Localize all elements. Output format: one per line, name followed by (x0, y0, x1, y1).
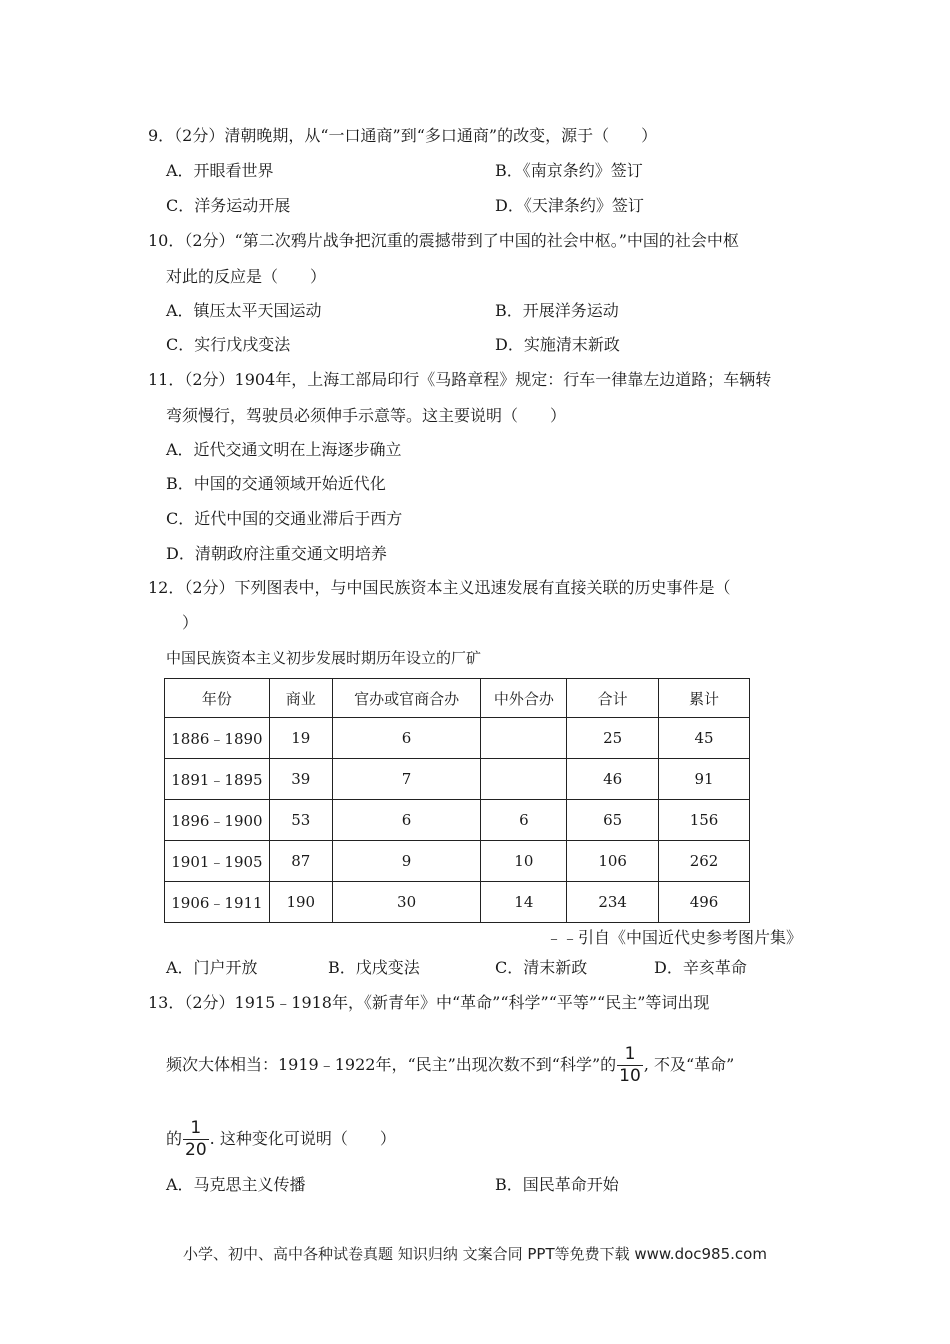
q12-table-title: 中国民族资本主义初步发展时期历年设立的厂矿 (166, 649, 482, 667)
header-cell-year: 年份 (165, 679, 270, 718)
header-cell-commercial: 商业 (269, 679, 332, 718)
q12-stem-line2: ） (182, 613, 199, 632)
table-cell: 10 (481, 841, 567, 882)
table-cell: 30 (332, 882, 481, 923)
table-cell: 46 (567, 759, 659, 800)
table-cell: 7 (332, 759, 481, 800)
fraction-denominator: 20 (185, 1140, 207, 1160)
table-cell: 1891﹣1895 (165, 759, 270, 800)
q10-option-b: B．开展洋务运动 (495, 301, 619, 320)
table-cell: 53 (269, 800, 332, 841)
table-cell: 1901﹣1905 (165, 841, 270, 882)
table-cell: 65 (567, 800, 659, 841)
table-cell: 14 (481, 882, 567, 923)
table-cell: 234 (567, 882, 659, 923)
table-cell: 19 (269, 718, 332, 759)
q11-option-b: B．中国的交通领域开始近代化 (166, 474, 386, 493)
table-cell: 1906﹣1911 (165, 882, 270, 923)
table-header-row (165, 679, 750, 718)
q10-option-c: C．实行戊戌变法 (166, 335, 291, 354)
table-cell: 190 (269, 882, 332, 923)
q11-stem-line2: 弯须慢行，驾驶员必须伸手示意等。这主要说明（ ） (166, 406, 567, 425)
q13-stem-line3 (166, 1118, 396, 1160)
q12-stem-line1: 12．（2分）下列图表中，与中国民族资本主义迅速发展有直接关联的历史事件是（ (148, 578, 731, 597)
q11-option-d: D．清朝政府注重交通文明培养 (166, 544, 387, 563)
table-cell: 1896﹣1900 (165, 800, 270, 841)
table-cell: 6 (332, 718, 481, 759)
page-footer: 小学、初中、高中各种试卷真题 知识归纳 文案合同 PPT等免费下载 www.doc985.com (183, 1245, 767, 1263)
q10-option-d: D．实施清末新政 (495, 335, 620, 354)
q9-stem: 9．（2分）清朝晚期，从“一口通商”到“多口通商”的改变，源于（ ） (148, 126, 658, 145)
table-row (165, 759, 750, 800)
q13-stem-line2-text: 频次大体相当：1919﹣1922年，“民主”出现次数不到“科学”的 (166, 1055, 617, 1074)
table-cell: 262 (659, 841, 750, 882)
table-row (165, 841, 750, 882)
fraction-numerator: 1 (190, 1118, 202, 1138)
header-cell-official: 官办或官商合办 (332, 679, 481, 718)
table-cell: 1886﹣1890 (165, 718, 270, 759)
table-cell: 87 (269, 841, 332, 882)
q9-option-d: D．《天津条约》签订 (495, 196, 644, 215)
q12-table-source: ﹣﹣引自《中国近代史参考图片集》 (545, 928, 802, 947)
header-cell-total: 合计 (567, 679, 659, 718)
factory-table (164, 678, 750, 923)
q10-option-a: A．镇压太平天国运动 (166, 301, 322, 320)
q11-stem-line1: 11．（2分）1904年，上海工部局印行《马路章程》规定：行车一律靠左边道路；车辆转 (148, 370, 772, 389)
fraction-one-tenth (617, 1045, 643, 1086)
table-row (165, 882, 750, 923)
table-cell: 6 (481, 800, 567, 841)
table-cell: 156 (659, 800, 750, 841)
table-row (165, 718, 750, 759)
table-cell (481, 718, 567, 759)
q9-option-c: C．洋务运动开展 (166, 196, 291, 215)
q9-option-b: B．《南京条约》签订 (495, 161, 643, 180)
fraction-one-twentieth (183, 1119, 209, 1160)
table-cell (481, 759, 567, 800)
table-cell: 45 (659, 718, 750, 759)
table-cell: 6 (332, 800, 481, 841)
table-cell: 25 (567, 718, 659, 759)
table-cell: 91 (659, 759, 750, 800)
table-row (165, 800, 750, 841)
q10-stem-line1: 10．（2分）“第二次鸦片战争把沉重的震撼带到了中国的社会中枢。”中国的社会中枢 (148, 231, 739, 250)
table-cell: 39 (269, 759, 332, 800)
table-cell: 9 (332, 841, 481, 882)
q12-option-d: D．辛亥革命 (654, 958, 747, 977)
q13-option-a: A．马克思主义传播 (166, 1175, 306, 1194)
q13-stem-line3-tail: . 这种变化可说明（ ） (209, 1129, 396, 1148)
q11-option-c: C．近代中国的交通业滞后于西方 (166, 509, 403, 528)
q11-option-a: A．近代交通文明在上海逐步确立 (166, 440, 402, 459)
q9-option-a: A．开眼看世界 (166, 161, 274, 180)
q12-option-b: B．戊戌变法 (328, 958, 420, 977)
q10-stem-line2: 对此的反应是（ ） (166, 267, 327, 286)
q13-stem-line1: 13．（2分）1915﹣1918年，《新青年》中“革命”“科学”“平等”“民主”等词出现 (148, 993, 710, 1012)
table-cell: 496 (659, 882, 750, 923)
table-cell: 106 (567, 841, 659, 882)
fraction-numerator: 1 (624, 1044, 636, 1064)
header-cell-cumulative: 累计 (659, 679, 750, 718)
q13-option-b: B．国民革命开始 (495, 1175, 619, 1194)
q13-stem-line2-tail: , 不及“革命” (643, 1055, 735, 1074)
q13-stem-line3-text: 的 (166, 1129, 183, 1148)
header-cell-joint-venture: 中外合办 (481, 679, 567, 718)
fraction-denominator: 10 (619, 1066, 641, 1086)
q12-option-a: A．门户开放 (166, 958, 258, 977)
q12-option-c: C．清末新政 (495, 958, 588, 977)
q13-stem-line2 (166, 1044, 734, 1086)
